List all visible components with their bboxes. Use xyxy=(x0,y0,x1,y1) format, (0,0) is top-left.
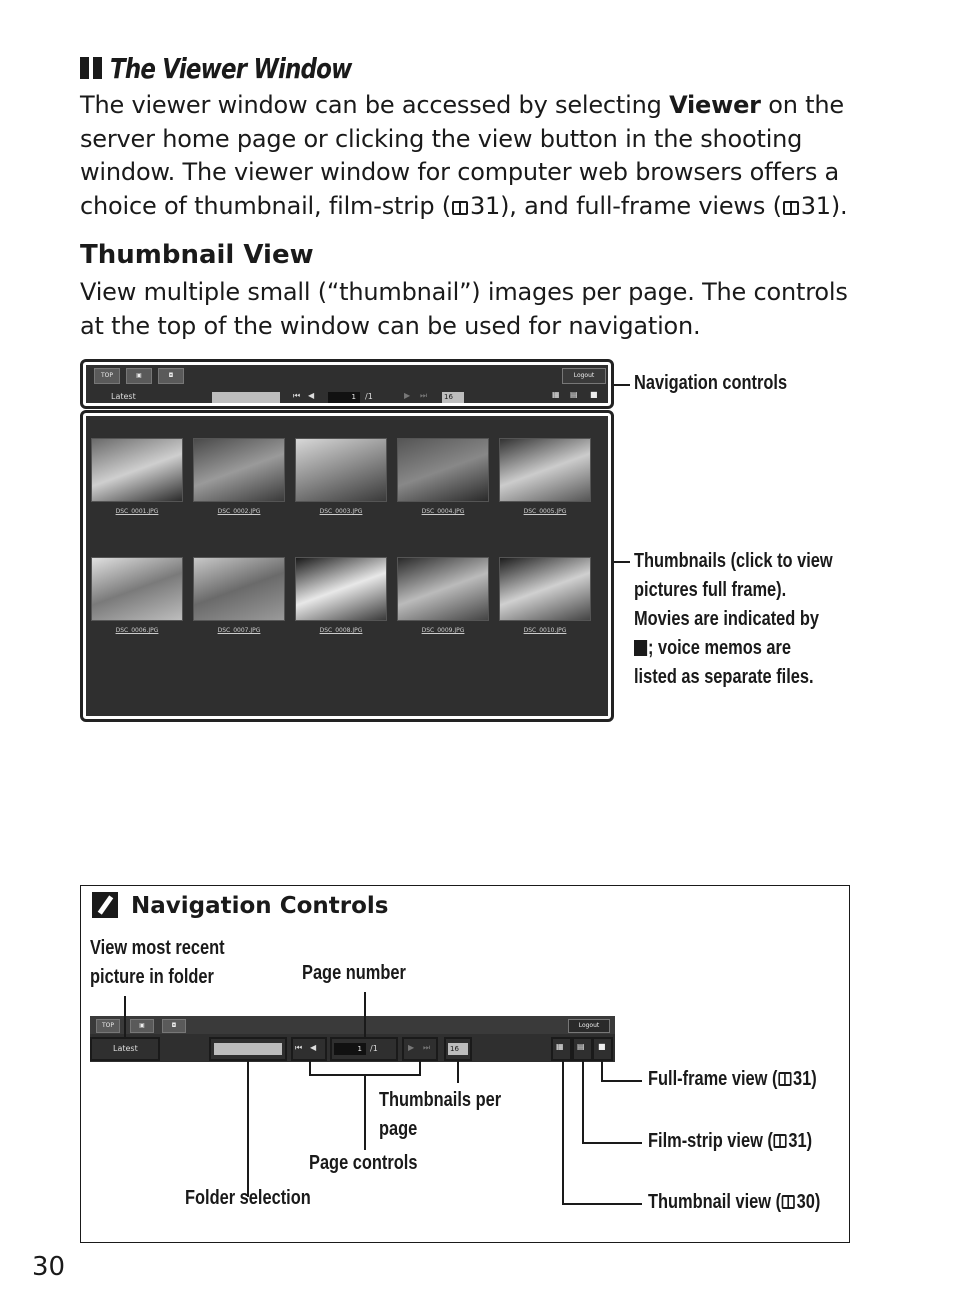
leader-folder xyxy=(247,1061,249,1197)
highlight-next-last xyxy=(402,1037,438,1061)
intro-ref-2: 31 xyxy=(800,191,831,220)
film-strip-view-icon[interactable]: ▤ xyxy=(577,1042,585,1051)
label-full-frame-ref: 31 xyxy=(792,1068,812,1090)
book-ref-icon xyxy=(452,201,468,215)
thumbnails-frame xyxy=(80,410,614,722)
thumbnail-filename[interactable]: DSC_0008.JPG xyxy=(319,627,363,634)
highlight-latest xyxy=(90,1037,160,1061)
intro-ref-1: 31 xyxy=(469,191,501,220)
thumbnail-image[interactable] xyxy=(91,438,183,502)
latest-link[interactable]: Latest xyxy=(113,1044,138,1053)
thumbnail-item[interactable] xyxy=(499,557,591,634)
pencil-note-icon xyxy=(92,892,118,918)
nav-controls-frame xyxy=(80,359,614,409)
label-full-frame-text: Full-frame view ( xyxy=(648,1068,778,1090)
section-heading xyxy=(80,48,405,88)
highlight-per-page xyxy=(444,1037,472,1061)
callout-thumbnails-line: ; voice memos are xyxy=(647,637,792,659)
note-title: Navigation Controls xyxy=(131,893,389,919)
label-latest xyxy=(90,934,225,992)
thumbnail-item[interactable] xyxy=(295,438,387,515)
thumbnail-view-icon[interactable]: ▦ xyxy=(556,1042,564,1051)
page-total: /1 xyxy=(370,1044,378,1053)
callout-thumbnails-line: Movies are indicated by xyxy=(634,608,820,630)
thumbnail-item[interactable] xyxy=(91,557,183,634)
leader-full-frame-v xyxy=(601,1061,603,1081)
label-page-controls: Page controls xyxy=(309,1152,418,1174)
book-ref-icon xyxy=(774,1134,787,1148)
label-folder-selection: Folder selection xyxy=(185,1187,311,1209)
thumbnail-filename[interactable]: DSC_0010.JPG xyxy=(523,627,567,634)
top-button[interactable]: TOP xyxy=(94,368,120,384)
highlight-film-strip-view xyxy=(572,1037,593,1061)
label-latest-line: View most recent xyxy=(90,937,225,959)
intro-text-2: on the server home page or clicking the view button in the shooting window. The viewer window for computer web browsers offers a choice of thumbnail, film-strip ( xyxy=(80,91,844,220)
thumbnail-view-text: View multiple small (“thumbnail”) images per page. The controls at the top of the window can be used for navigation. xyxy=(80,278,848,340)
thumbnail-item[interactable] xyxy=(397,557,489,634)
logout-button[interactable]: Logout xyxy=(562,368,606,384)
per-page-select[interactable]: 16 xyxy=(448,1043,468,1055)
callout-line-navigation xyxy=(614,384,630,386)
last-page-icon[interactable]: ⏭ xyxy=(423,1043,431,1052)
intro-text-3: ), and full-frame views ( xyxy=(500,191,782,220)
label-tpp-line: Thumbnails per xyxy=(379,1089,502,1111)
highlight-full-frame-view xyxy=(592,1037,613,1061)
leader-thumbnail-view-h xyxy=(562,1203,642,1205)
label-thumbnails-per-page xyxy=(379,1086,501,1144)
highlight-page-number xyxy=(330,1037,398,1061)
thumbnail-grid xyxy=(86,416,608,716)
thumbnail-image[interactable] xyxy=(397,438,489,502)
heading-mark-icon xyxy=(80,57,89,79)
next-page-icon[interactable]: ▶ xyxy=(404,391,411,400)
thumbnail-image[interactable] xyxy=(91,557,183,621)
leader-page-controls-stem xyxy=(364,1074,366,1150)
label-tpp-line: page xyxy=(379,1118,418,1140)
thumbnail-item[interactable] xyxy=(397,438,489,515)
viewer-toolbar xyxy=(86,365,608,403)
full-frame-view-icon[interactable]: ■ xyxy=(598,1042,606,1051)
intro-text-4: ). xyxy=(830,191,848,220)
label-film-strip-view xyxy=(648,1130,812,1153)
latest-link[interactable]: Latest xyxy=(111,392,136,401)
first-page-icon[interactable]: ⏮ xyxy=(293,391,301,400)
next-page-icon[interactable]: ▶ xyxy=(408,1043,415,1052)
prev-page-icon[interactable]: ◀ xyxy=(310,1043,317,1052)
label-thumbnail-view xyxy=(648,1191,820,1214)
leader-film-strip-v xyxy=(582,1061,584,1143)
label-thumbnail-close: ) xyxy=(814,1191,821,1213)
intro-text-1: The viewer window can be accessed by selecting xyxy=(80,91,670,119)
label-film-strip-close: ) xyxy=(806,1130,813,1152)
page-input[interactable]: 1 xyxy=(328,392,360,403)
book-ref-icon xyxy=(783,201,799,215)
thumbnail-item[interactable] xyxy=(193,438,285,515)
thumbnail-image[interactable] xyxy=(499,557,591,621)
thumbnail-filename[interactable]: DSC_0004.JPG xyxy=(421,508,465,515)
leader-latest xyxy=(124,996,126,1037)
last-page-icon[interactable]: ⏭ xyxy=(420,391,428,400)
thumbnail-image[interactable] xyxy=(193,438,285,502)
leader-film-strip-h xyxy=(582,1142,642,1144)
heading-mark-icon xyxy=(93,57,102,79)
leader-page-controls-left xyxy=(309,1061,311,1075)
leader-page-controls-right xyxy=(419,1061,421,1075)
first-page-icon[interactable]: ⏮ xyxy=(295,1043,303,1052)
thumbnail-image[interactable] xyxy=(499,438,591,502)
leader-page-number xyxy=(364,992,366,1037)
page-number: 30 xyxy=(32,1252,66,1282)
thumbnail-image[interactable] xyxy=(295,557,387,621)
label-full-frame-close: ) xyxy=(811,1068,817,1090)
thumbnail-view-icon[interactable]: ▦ xyxy=(552,390,560,399)
label-full-frame-view xyxy=(648,1068,817,1091)
viewer-button[interactable]: ▣ xyxy=(130,1019,154,1033)
folder-dropdown[interactable] xyxy=(212,392,280,403)
label-film-strip-ref: 31 xyxy=(788,1130,807,1152)
film-strip-view-icon[interactable]: ▤ xyxy=(570,390,578,399)
logout-button[interactable]: Logout xyxy=(568,1019,610,1033)
thumbnail-filename[interactable]: DSC_0006.JPG xyxy=(115,627,159,634)
thumbnail-item[interactable] xyxy=(91,438,183,515)
book-ref-icon xyxy=(782,1195,795,1209)
highlight-first-prev xyxy=(291,1037,327,1061)
per-page-select[interactable]: 16 xyxy=(442,392,464,403)
subheading-thumbnail-view: Thumbnail View xyxy=(80,240,314,270)
camera-button[interactable]: ◘ xyxy=(162,1019,186,1033)
callout-thumbnails-line: listed as separate files. xyxy=(634,666,814,688)
thumbnail-filename[interactable]: DSC_0007.JPG xyxy=(217,627,261,634)
thumbnail-item[interactable] xyxy=(499,438,591,515)
thumbnail-filename[interactable]: DSC_0002.JPG xyxy=(217,508,261,515)
intro-paragraph xyxy=(80,89,870,223)
callout-thumbnails-line: pictures full frame). xyxy=(634,579,787,601)
label-film-strip-text: Film-strip view ( xyxy=(648,1130,773,1152)
label-page-number: Page number xyxy=(302,962,406,984)
thumbnail-filename[interactable]: DSC_0005.JPG xyxy=(523,508,567,515)
navigation-controls-note xyxy=(80,885,850,1243)
section-title: The Viewer Window xyxy=(110,51,352,85)
callout-thumbnails xyxy=(634,547,833,692)
thumbnail-filename[interactable]: DSC_0003.JPG xyxy=(319,508,363,515)
thumbnail-image[interactable] xyxy=(295,438,387,502)
thumbnail-image[interactable] xyxy=(397,557,489,621)
intro-bold-viewer: Viewer xyxy=(669,91,761,119)
leader-thumbnail-view-v xyxy=(562,1061,564,1204)
page-input[interactable]: 1 xyxy=(334,1043,366,1055)
page-total: /1 xyxy=(365,392,373,401)
thumbnail-item[interactable] xyxy=(295,557,387,634)
prev-page-icon[interactable]: ◀ xyxy=(308,391,315,400)
callout-thumbnails-line: Thumbnails (click to view xyxy=(634,550,833,572)
leader-per-page xyxy=(457,1061,459,1083)
callout-line-thumbnails xyxy=(614,561,630,563)
book-ref-icon xyxy=(778,1072,791,1086)
callout-navigation-controls: Navigation controls xyxy=(634,372,788,394)
label-thumbnail-ref: 30 xyxy=(796,1191,815,1213)
camera-button[interactable]: ◘ xyxy=(158,368,184,384)
highlight-thumbnail-view xyxy=(551,1037,572,1061)
label-thumbnail-text: Thumbnail view ( xyxy=(648,1191,782,1213)
leader-full-frame-h xyxy=(601,1080,642,1082)
thumbnail-item[interactable] xyxy=(193,557,285,634)
highlight-folder xyxy=(209,1037,287,1061)
label-latest-line: picture in folder xyxy=(90,966,214,988)
top-button[interactable]: TOP xyxy=(96,1019,120,1033)
full-frame-view-icon[interactable]: ■ xyxy=(590,390,598,399)
thumbnail-filename[interactable]: DSC_0009.JPG xyxy=(421,627,465,634)
thumbnail-filename[interactable]: DSC_0001.JPG xyxy=(115,508,159,515)
viewer-button[interactable]: ▣ xyxy=(126,368,152,384)
thumbnail-image[interactable] xyxy=(193,557,285,621)
movie-icon xyxy=(634,640,647,656)
